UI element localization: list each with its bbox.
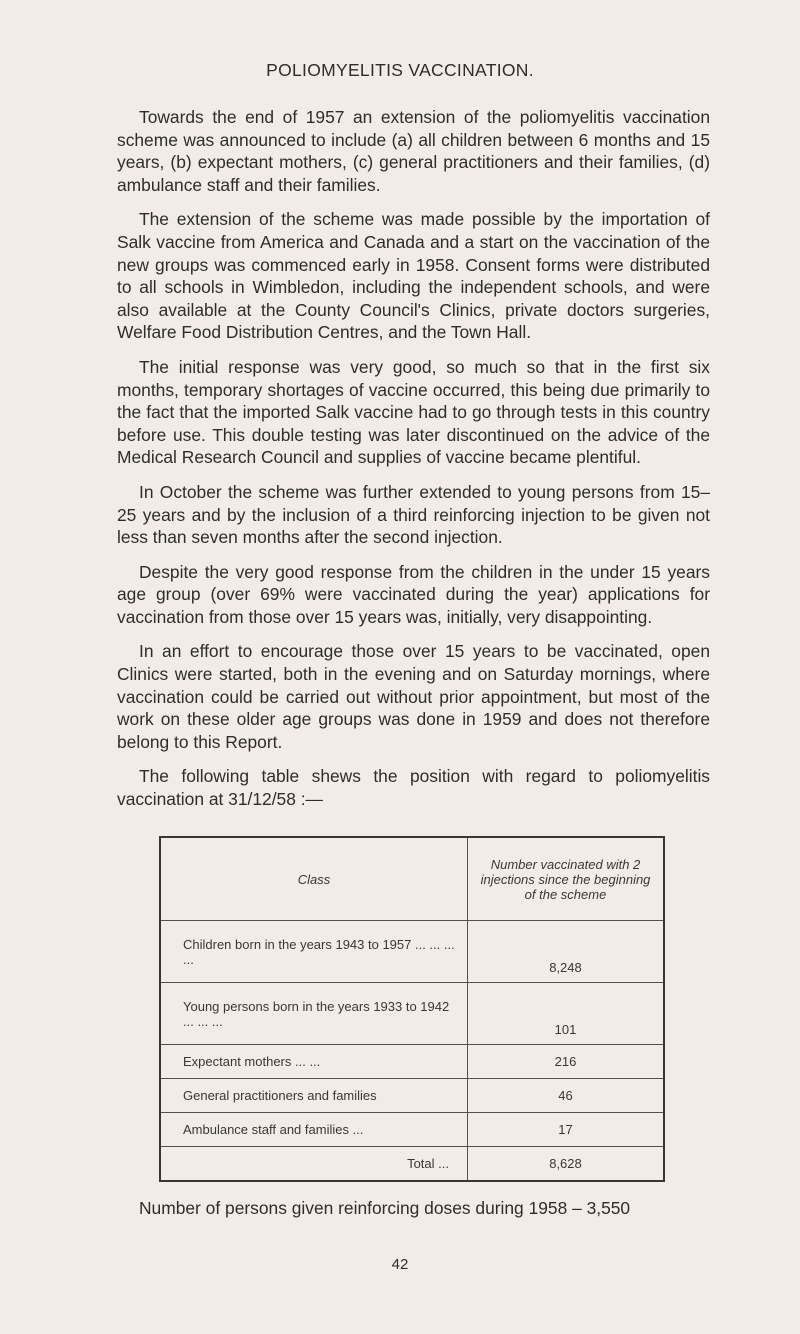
total-label: Total ...: [160, 1147, 468, 1182]
header-class: Class: [160, 837, 468, 921]
table-total-row: [160, 1147, 664, 1182]
paragraph: The following table shews the position with regard to poliomyelitis vaccination at 31/12/58 :—: [117, 766, 710, 810]
header-number-text: Number vaccinated with 2 injections since the beginning of the scheme: [480, 856, 651, 902]
table-row: [160, 1079, 664, 1113]
row-class: Children born in the years 1943 to 1957 ... ... ... ...: [160, 921, 468, 983]
table-row: [160, 921, 664, 983]
table-header-row: [160, 837, 664, 921]
row-number: 8,248: [468, 921, 665, 983]
paragraph: In an effort to encourage those over 15 years to be vaccinated, open Clinics were started, both in the evening and on Saturday mornings, where vaccination could be carried out without prior appointment, but most of the work on these older age groups was done in 1959 and does not therefore belong to this Report.: [117, 641, 710, 752]
header-number: [468, 837, 665, 921]
row-number: 216: [468, 1045, 665, 1079]
row-class: Expectant mothers ... ...: [160, 1045, 468, 1079]
vaccination-table: [159, 836, 665, 1182]
page-number: 42: [391, 1256, 409, 1273]
paragraph: Despite the very good response from the children in the under 15 years age group (over 69% were vaccinated during the year) applications for vaccination from those over 15 years was, initially, very disappointing.: [117, 561, 710, 627]
row-number: 46: [468, 1079, 665, 1113]
row-class: Ambulance staff and families ...: [160, 1113, 468, 1147]
table-row: [160, 1045, 664, 1079]
paragraph: In October the scheme was further extended to young persons from 15–25 years and by the inclusion of a third reinforcing injection to be given not less than seven months after the second injection.: [117, 481, 710, 548]
table-row: [160, 983, 664, 1045]
paragraph: Towards the end of 1957 an extension of the poliomyelitis vaccination scheme was announced to include (a) all children between 6 months and 15 years, (b) expectant mothers, (c) general practitioners and their families, (d) ambulance staff and their families.: [117, 107, 710, 195]
page-title: POLIOMYELITIS VACCINATION.: [266, 60, 534, 80]
total-number: 8,628: [468, 1147, 665, 1182]
paragraph: The extension of the scheme was made possible by the importation of Salk vaccine from America and Canada and a start on the vaccination of the new groups was commenced early in 1958. Consent forms were distributed to all schools in Wimbledon, including the independent schools, and were also available at the County Council's Clinics, private doctors surgeries, Welfare Food Distribution Centres, and the Town Hall.: [117, 209, 710, 343]
body-text: [117, 106, 710, 823]
row-class: General practitioners and families: [160, 1079, 468, 1113]
row-number: 17: [468, 1113, 665, 1147]
paragraph: The initial response was very good, so much so that in the first six months, temporary shortages of vaccine occurred, this being due primarily to the fact that the imported Salk vaccine had to go through tests in this country before use. This double testing was later discontinued on the advice of the Medical Research Council and supplies of vaccine became plentiful.: [117, 356, 710, 468]
reinforcing-doses-note: Number of persons given reinforcing doses during 1958 – 3,550: [139, 1198, 631, 1218]
row-number: 101: [468, 983, 665, 1045]
table-row: [160, 1113, 664, 1147]
row-class: Young persons born in the years 1933 to 1942 ... ... ...: [160, 983, 468, 1045]
